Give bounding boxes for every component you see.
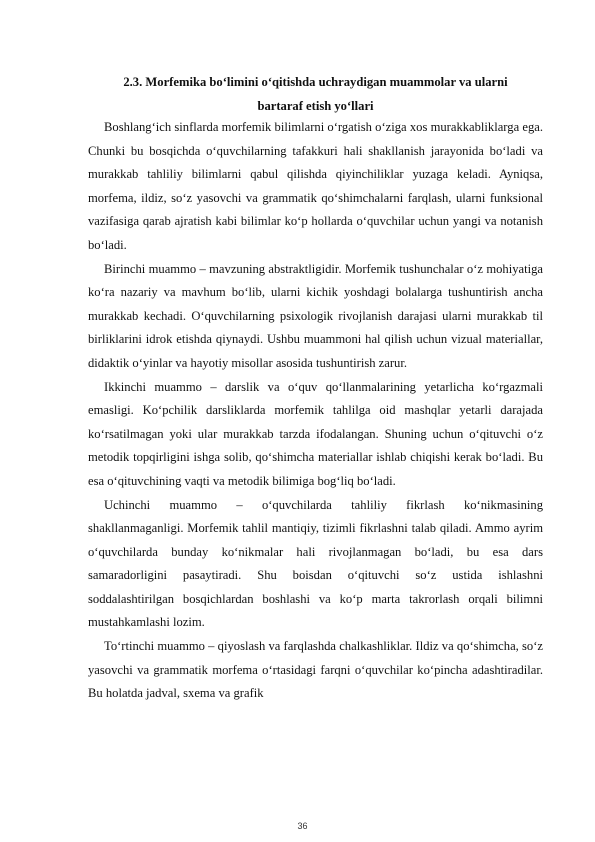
body-text (88, 116, 543, 706)
paragraph-second-problem: Ikkinchi muammo – darslik va o‘quv qo‘llanmalarining yetarlicha ko‘rgazmali emasligi. Ko‘pchilik darsliklarda morfemik tahlilga oid mashqlar yetarli darajada ko‘rsatilmagan yoki ular murakkab tarzda ifodalangan. Shuning uchun o‘qituvchi o‘z metodik topqirligini ishga solib, qo‘shimcha materiallar ishlab chiqishi kerak bo‘ladi. Bu esa o‘qituvchining vaqti va metodik bilimiga bog‘liq bo‘ladi. (88, 379, 543, 488)
section-heading (88, 70, 543, 118)
paragraph-intro: Boshlang‘ich sinflarda morfemik bilimlarni o‘rgatish o‘ziga xos murakkabliklarga ega. Chunki bu bosqichda o‘quvchilarning tafakkuri hali shakllanish jarayonida bo‘ladi va murakkab tahliliy bilimlarni qabul qilishda qiyinchiliklar yuzaga keladi. Ayniqsa, morfema, ildiz, so‘z yasovchi va grammatik qo‘shimchalarni farqlash, ularni funksional vazifasiga qarab ajratish kabi bilimlar ko‘p hollarda o‘quvchilar uchun yangi va notanish bo‘ladi. (88, 120, 543, 252)
paragraph-third-problem: Uchinchi muammo – o‘quvchilarda tahliliy fikrlash ko‘nikmasining shakllanmaganligi. Morfemik tahlil mantiqiy, tizimli fikrlashni talab qiladi. Ammo ayrim o‘quvchilarda bunday ko‘nikmalar hali rivojlanmagan bo‘ladi, bu esa dars samaradorligini pasaytiradi. Shu boisdan o‘qituvchi so‘z ustida ishlashni soddalashtirilgan bosqichlardan boshlashi va ko‘p marta takrorlash orqali bilimni mustahkamlashi lozim. (88, 497, 543, 630)
section-heading-line-2: bartaraf etish yo‘llari (257, 99, 374, 113)
page-number: 36 (297, 821, 308, 831)
paragraph-fourth-problem: To‘rtinchi muammo – qiyoslash va farqlashda chalkashliklar. Ildiz va qo‘shimcha, so‘z yasovchi va grammatik morfema o‘rtasidagi farqni o‘quvchilar ko‘pincha adashtiradilar. Bu holatda jadval, sxema va grafik (88, 639, 543, 701)
paragraph-first-problem: Birinchi muammo – mavzuning abstraktligidir. Morfemik tushunchalar o‘z mohiyatiga ko‘ra nazariy va mavhum bo‘lib, ularni kichik yoshdagi bolalarga tushuntirish ancha murakkab kechadi. O‘quvchilarning psixologik rivojlanish darajasi ularni murakkab til birliklarini idrok etishda qiynaydi. Ushbu muammoni hal qilish uchun vizual materiallar, didaktik o‘yinlar va hayotiy misollar asosida tushuntirish zarur. (88, 261, 543, 370)
section-heading-line-1: 2.3. Morfemika bo‘limini o‘qitishda uchraydigan muammolar va ularni (123, 75, 508, 89)
